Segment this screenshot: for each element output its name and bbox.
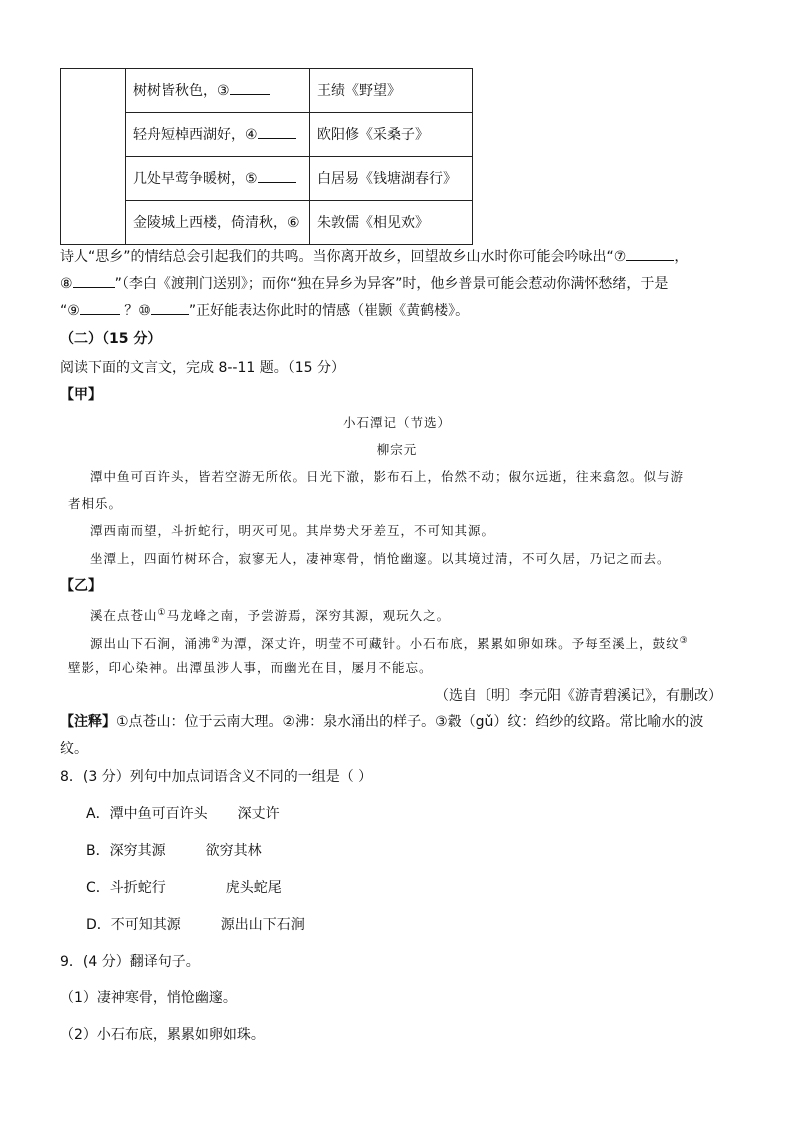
poem-author-cell: 白居易《钱塘湖春行》 [310, 157, 473, 201]
question-8-stem: 8．(3 分）列句中加点词语含义不同的一组是（ ） [60, 769, 373, 785]
table-blank-cell [61, 69, 126, 245]
passage-text: 坐潭上，四面竹树环合，寂寥无人，凄神寒骨，悄怆幽邃。以其境过清，不可久居，乃记之而去。 [90, 551, 671, 566]
answer-blank[interactable] [230, 80, 270, 95]
fill-paragraph-line-3: “⑨ ？⑩ ”正好能表达你此时的情感（崔颢《黄鹤楼》。 [60, 300, 469, 321]
poem-line-cell: 金陵城上西楼，倚清秋，⑥ [126, 201, 310, 245]
instruction-text: 阅读下面的文言文，完成 8--11 题。（15 分） [60, 360, 345, 376]
passage-author: 柳宗元 [376, 442, 418, 457]
passage-text: 潭中鱼可百许头，皆若空游无所依。日光下澈，影布石上，佁然不动；俶尔远逝，往来翕忽。似与游 [90, 469, 685, 484]
poem-line-cell: 轻舟短棹西湖好，④ [126, 113, 310, 157]
poem-author-cell: 朱敦儒《相见欢》 [310, 201, 473, 245]
passage-text: 潭西南而望，斗折蛇行，明灭可见。其岸势犬牙差互，不可知其源。 [90, 523, 496, 538]
poem-author-cell: 欧阳修《采桑子》 [310, 113, 473, 157]
poem-line-cell: 树树皆秋色，③ [126, 69, 310, 113]
fill-paragraph-line-2: ⑧ ”（李白《渡荆门送别》；而你“独在异乡为异客”时，他乡普景可能会惹动你满怀愁绪，于是 [60, 273, 668, 294]
question-9-sentence-1: （1）凄神寒骨，悄怆幽邃。 [60, 990, 237, 1006]
passage-text: 源出山下石涧，涌沸②为潭，深丈许，明莹不可藏针。小石布底，累累如卵如珠。予每至溪上，鼓纹③ [90, 636, 689, 651]
table-row [61, 69, 473, 113]
section-heading: （二）（15 分） [60, 331, 162, 347]
answer-blank[interactable] [626, 246, 674, 261]
passage-source: （选自〔明〕李元阳《游青碧溪记》，有删改） [435, 688, 722, 704]
option-a[interactable]: A．潭中鱼可百许头 深丈许 [86, 806, 280, 822]
answer-blank[interactable] [258, 124, 296, 139]
option-c[interactable]: C．斗折蛇行 虎头蛇尾 [86, 880, 282, 896]
answer-blank[interactable] [151, 300, 189, 315]
poem-author-cell: 王绩《野望》 [310, 69, 473, 113]
option-d[interactable]: D．不可知其源 源出山下石涧 [86, 917, 305, 933]
poem-table [60, 68, 473, 245]
passage-label-yi: 【乙】 [60, 578, 102, 594]
poem-line-cell: 几处早莺争暖树，⑤ [126, 157, 310, 201]
question-9-stem: 9．(4 分）翻译句子。 [60, 954, 200, 970]
passage-text: 者相乐。 [68, 496, 123, 511]
answer-blank[interactable] [73, 273, 115, 288]
passage-text: 壁影，印心染神。出潭虽涉人事，而幽光在目，屡月不能忘。 [68, 660, 433, 675]
passage-title: 小石潭记（节选） [342, 415, 451, 430]
annotation-line: 纹。 [60, 741, 88, 757]
answer-blank[interactable] [258, 168, 296, 183]
passage-text: 溪在点苍山①马龙峰之南，予尝游焉，深穷其源，观玩久之。 [90, 608, 451, 623]
annotation-line: 【注释】①点苍山：位于云南大理。②沸：泉水涌出的样子。③縠（gǔ）纹：绉纱的纹路。常比喻水的波 [60, 714, 704, 730]
passage-label-jia: 【甲】 [60, 387, 102, 403]
option-b[interactable]: B．深穷其源 欲穷其林 [86, 843, 262, 859]
answer-blank[interactable] [80, 300, 120, 315]
question-9-sentence-2: （2）小石布底，累累如卵如珠。 [60, 1027, 265, 1043]
fill-paragraph-line-1: 诗人“思乡”的情结总会引起我们的共鸣。当你离开故乡，回望故乡山水时你可能会吟咏出“⑦ ， [60, 246, 688, 267]
